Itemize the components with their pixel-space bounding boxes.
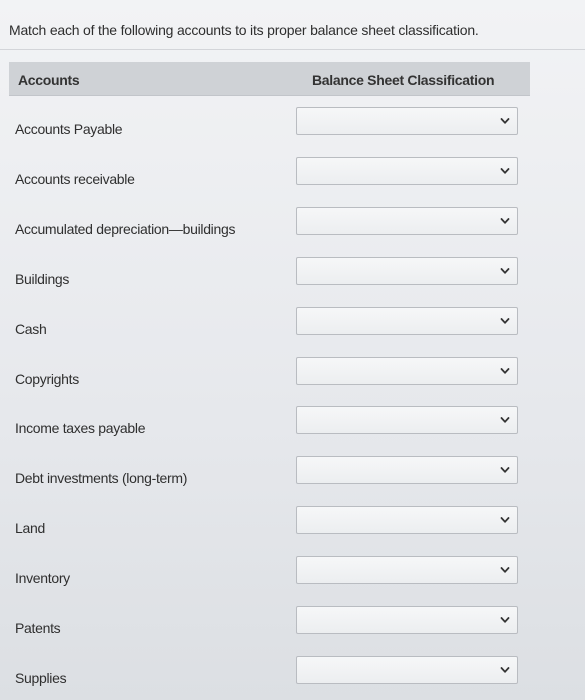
account-label: Buildings	[15, 270, 70, 287]
table-row	[0, 104, 585, 154]
column-header-classification: Balance Sheet Classification	[312, 72, 495, 88]
classification-select[interactable]	[296, 107, 518, 135]
chevron-down-icon[interactable]	[500, 316, 510, 326]
table-header	[9, 62, 530, 96]
account-label: Income taxes payable	[15, 420, 146, 437]
account-label: Inventory	[15, 570, 70, 587]
table-row	[0, 553, 585, 603]
chevron-down-icon[interactable]	[500, 366, 510, 376]
classification-select[interactable]	[296, 307, 518, 335]
chevron-down-icon[interactable]	[500, 216, 510, 226]
classification-select[interactable]	[296, 506, 518, 534]
account-label: Accounts receivable	[15, 170, 135, 187]
classification-select[interactable]	[296, 207, 518, 235]
account-label: Cash	[15, 320, 47, 337]
classification-select[interactable]	[296, 556, 518, 584]
account-label: Supplies	[15, 669, 67, 686]
chevron-down-icon[interactable]	[500, 415, 510, 425]
table-row	[0, 453, 585, 503]
column-header-accounts: Accounts	[18, 72, 80, 88]
account-label: Debt investments (long-term)	[15, 470, 188, 487]
account-label: Accounts Payable	[15, 121, 123, 137]
classification-select[interactable]	[296, 157, 518, 185]
table-row	[0, 653, 585, 700]
account-label: Land	[15, 520, 45, 537]
classification-select[interactable]	[296, 406, 518, 434]
divider	[0, 49, 585, 50]
account-label: Patents	[15, 620, 61, 636]
table-row	[0, 503, 585, 553]
account-label: Copyrights	[15, 370, 79, 387]
chevron-down-icon[interactable]	[500, 116, 510, 126]
classification-select[interactable]	[296, 606, 518, 634]
table-row	[0, 354, 585, 404]
table-row	[0, 254, 585, 304]
table-row	[0, 204, 585, 254]
classification-select[interactable]	[296, 456, 518, 484]
table-row	[0, 603, 585, 653]
chevron-down-icon[interactable]	[500, 465, 510, 475]
instructions-text: Match each of the following accounts to its proper balance sheet classification.	[9, 22, 479, 38]
classification-select[interactable]	[296, 357, 518, 385]
table-row	[0, 154, 585, 204]
classification-select[interactable]	[296, 257, 518, 285]
classification-select[interactable]	[296, 656, 518, 684]
chevron-down-icon[interactable]	[500, 166, 510, 176]
chevron-down-icon[interactable]	[500, 615, 510, 625]
chevron-down-icon[interactable]	[500, 665, 510, 675]
table-row	[0, 304, 585, 354]
chevron-down-icon[interactable]	[500, 266, 510, 276]
chevron-down-icon[interactable]	[500, 515, 510, 525]
account-label: Accumulated depreciation—buildings	[15, 220, 236, 237]
table-row	[0, 403, 585, 453]
chevron-down-icon[interactable]	[500, 565, 510, 575]
